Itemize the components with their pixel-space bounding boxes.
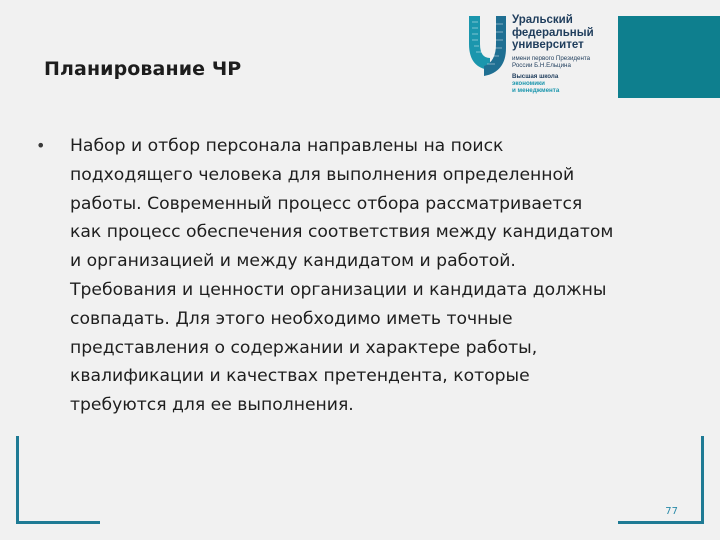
logo-subtitle-line: имени первого Президента bbox=[512, 54, 591, 62]
bullet-line: квалификации и качествах претендента, которые bbox=[70, 366, 530, 387]
logo-name-line: Уральский bbox=[512, 14, 573, 26]
bullet-line: подходящего человека для выполнения определенной bbox=[70, 164, 575, 185]
bullet-dot-icon: • bbox=[36, 136, 46, 155]
slide-title: Планирование ЧР bbox=[44, 58, 242, 80]
logo-name-line: федеральный bbox=[512, 26, 594, 39]
frame-corner-left-vertical bbox=[16, 436, 19, 524]
frame-corner-right-vertical bbox=[701, 436, 704, 524]
logo-name-line: университет bbox=[512, 39, 584, 51]
header-accent-bar bbox=[618, 16, 720, 98]
page-number: 77 bbox=[665, 506, 678, 517]
logo-school-line: экономики bbox=[512, 79, 545, 87]
bullet-line: Требования и ценности организации и кандидата должны bbox=[70, 279, 607, 300]
bullet-line: Набор и отбор персонала направлены на поиск bbox=[70, 136, 504, 156]
bullet-line: требуются для ее выполнения. bbox=[70, 395, 354, 416]
bullet-line: представления о содержании и характере работы, bbox=[70, 337, 538, 358]
logo-subtitle-line: России Б.Н.Ельцина bbox=[512, 61, 571, 69]
frame-corner-left-horizontal bbox=[16, 521, 100, 524]
bullet-line: как процесс обеспечения соответствия между кандидатом bbox=[70, 222, 614, 243]
logo-school-line: и менеджмента bbox=[512, 86, 560, 94]
bullet-item bbox=[36, 132, 686, 420]
bullet-line: работы. Современный процесс отбора рассматривается bbox=[70, 193, 583, 214]
ural-federal-university-u-icon bbox=[466, 14, 510, 78]
university-logo bbox=[466, 14, 606, 104]
bullet-line: и организацией и между кандидатом и работой. bbox=[70, 251, 516, 272]
logo-school-line: Высшая школа bbox=[512, 72, 559, 80]
slide-body bbox=[36, 132, 686, 420]
bullet-line: совпадать. Для этого необходимо иметь точные bbox=[70, 308, 513, 329]
logo-text bbox=[512, 14, 612, 94]
frame-corner-right-horizontal bbox=[618, 521, 704, 524]
